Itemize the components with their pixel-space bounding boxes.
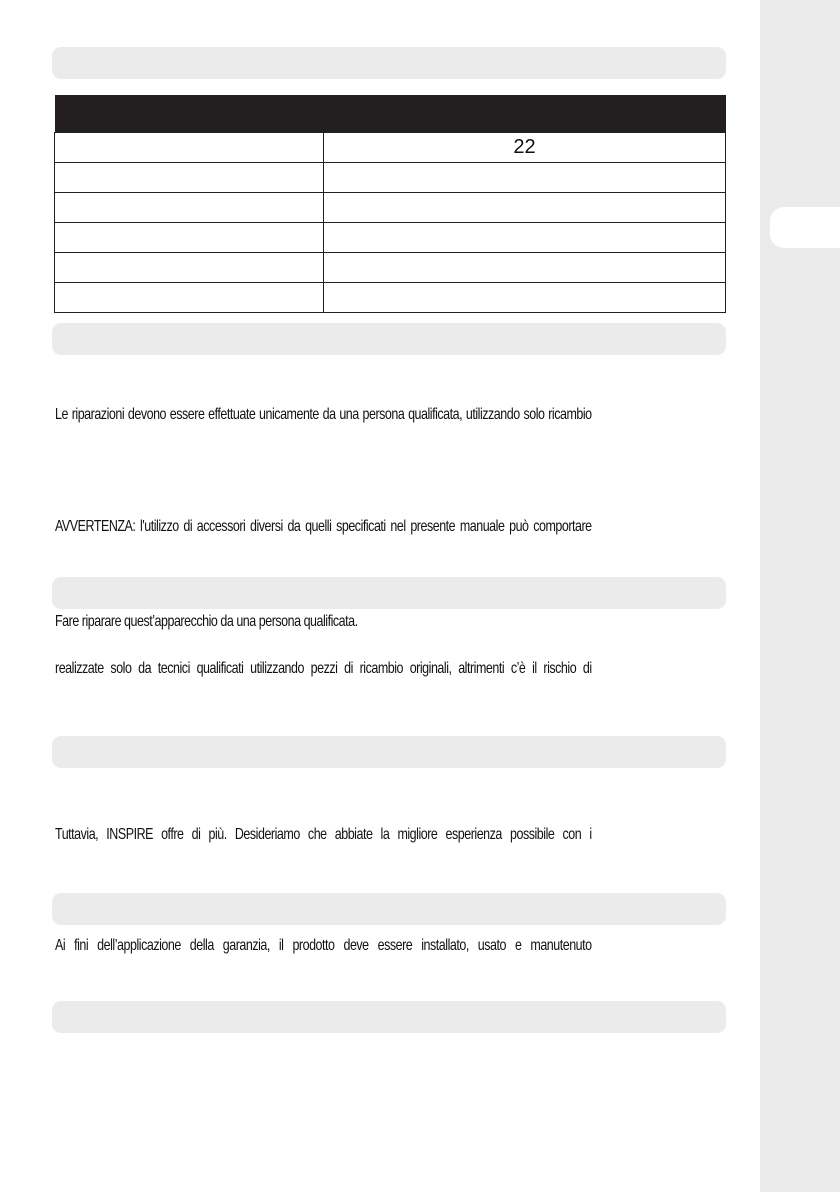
warning-paragraph: AVVERTENZA: l'utilizzo di accessori diversi da quelli specificati nel presente manuale può comportare xyxy=(55,518,592,535)
section-header-bar-2 xyxy=(52,323,726,355)
table-cell xyxy=(55,133,324,163)
repair-paragraph: Le riparazioni devono essere effettuate unicamente da una persona qualificata, utilizzando solo ricambio xyxy=(55,406,592,423)
section-header-bar-6 xyxy=(52,1001,726,1033)
table-cell xyxy=(55,283,324,313)
section-header-bar-5 xyxy=(52,893,726,925)
table-cell xyxy=(55,163,324,193)
table-cell xyxy=(55,223,324,253)
table-row xyxy=(55,283,726,313)
table-cell xyxy=(55,193,324,223)
table-cell xyxy=(324,283,726,313)
spec-table-header xyxy=(55,95,726,133)
spec-table xyxy=(54,95,726,313)
warranty-paragraph: Ai fini dell’applicazione della garanzia, il prodotto deve essere installato, usato e manutenuto xyxy=(55,937,592,954)
table-row xyxy=(55,193,726,223)
side-tab xyxy=(770,207,840,248)
table-cell: 22 xyxy=(324,133,726,163)
qualified-repair-paragraph: Fare riparare quest’apparecchio da una persona qualificata. xyxy=(55,613,358,630)
spec-table-header-cell xyxy=(324,95,726,133)
table-row xyxy=(55,133,726,163)
table-cell xyxy=(324,223,726,253)
spec-table-header-cell xyxy=(55,95,324,133)
table-row xyxy=(55,223,726,253)
side-strip xyxy=(760,0,840,1192)
section-header-bar-1 xyxy=(52,47,726,79)
table-cell xyxy=(55,253,324,283)
table-row xyxy=(55,163,726,193)
inspire-paragraph: Tuttavia, INSPIRE offre di più. Desideriamo che abbiate la migliore esperienza possibile con i xyxy=(55,826,592,843)
section-header-bar-4 xyxy=(52,736,726,768)
section-header-bar-3 xyxy=(52,577,726,609)
table-row xyxy=(55,253,726,283)
table-cell xyxy=(324,253,726,283)
table-cell xyxy=(324,193,726,223)
table-cell xyxy=(324,163,726,193)
original-parts-paragraph: realizzate solo da tecnici qualificati utilizzando pezzi di ricambio originali, altrimenti c’è il rischio di xyxy=(55,660,592,677)
